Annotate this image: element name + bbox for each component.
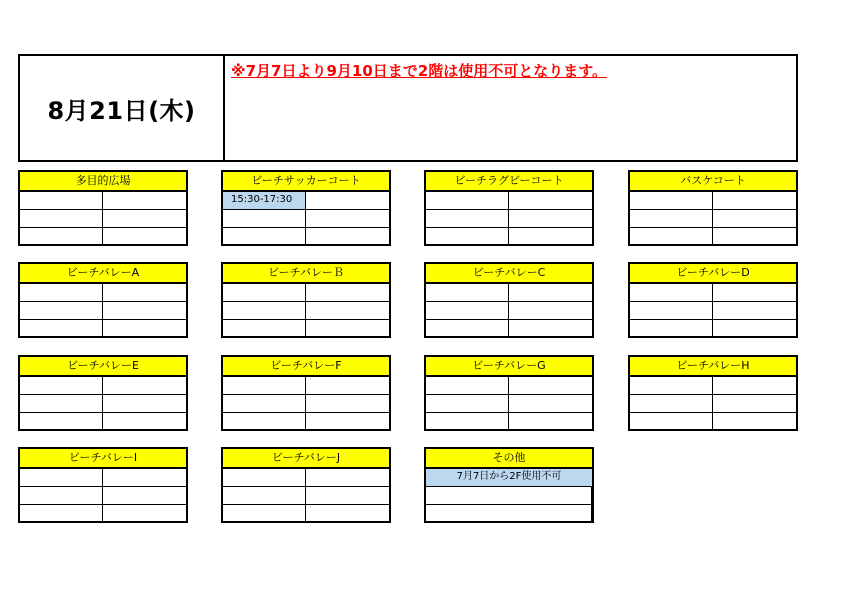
schedule-cell (223, 377, 306, 395)
schedule-cell (103, 320, 186, 338)
booking-time: 15:30-17:30 (223, 192, 306, 210)
schedule-cell (306, 210, 389, 228)
schedule-grid (20, 284, 186, 338)
facility-block-beach-volley-h (628, 355, 798, 431)
header-table (18, 54, 798, 162)
schedule-cell (713, 210, 796, 228)
schedule-cell (103, 228, 186, 246)
schedule-cell (20, 395, 103, 413)
schedule-cell (20, 320, 103, 338)
schedule-cell (509, 377, 592, 395)
facility-title: ビーチバレーH (630, 357, 796, 377)
schedule-cell (103, 487, 186, 505)
schedule-cell (103, 505, 186, 523)
schedule-cell (103, 395, 186, 413)
schedule-cell (426, 377, 509, 395)
schedule-cell (630, 192, 713, 210)
schedule-cell (426, 320, 509, 338)
facility-block-beach-soccer (221, 170, 391, 246)
facility-block-beach-volley-j (221, 447, 391, 523)
facility-block-beach-volley-i (18, 447, 188, 523)
facility-title: バスケコート (630, 172, 796, 192)
schedule-cell (509, 487, 592, 505)
schedule-cell (306, 395, 389, 413)
schedule-cell (103, 192, 186, 210)
schedule-cell (306, 377, 389, 395)
schedule-grid (223, 284, 389, 338)
schedule-cell (223, 413, 306, 431)
schedule-grid (426, 192, 592, 246)
schedule-cell (20, 505, 103, 523)
schedule-grid (20, 192, 186, 246)
facility-title: ビーチバレーG (426, 357, 592, 377)
schedule-cell (103, 210, 186, 228)
schedule-cell (630, 395, 713, 413)
schedule-cell (223, 505, 306, 523)
schedule-cell (426, 395, 509, 413)
facility-title: ビーチバレーJ (223, 449, 389, 469)
schedule-grid (223, 192, 389, 246)
schedule-cell (306, 469, 389, 487)
schedule-cell (509, 395, 592, 413)
schedule-cell (509, 505, 592, 523)
schedule-cell (223, 228, 306, 246)
facility-title: ビーチバレーI (20, 449, 186, 469)
schedule-grid (630, 377, 796, 431)
facility-block-beach-volley-f (221, 355, 391, 431)
facility-block-beach-volley-b (221, 262, 391, 338)
schedule-grid (223, 469, 389, 523)
schedule-cell (103, 413, 186, 431)
schedule-cell (630, 302, 713, 320)
schedule-cell (20, 192, 103, 210)
schedule-cell (426, 413, 509, 431)
schedule-cell (223, 395, 306, 413)
schedule-cell (630, 228, 713, 246)
schedule-cell (426, 302, 509, 320)
schedule-cell (223, 302, 306, 320)
schedule-grid (426, 377, 592, 431)
schedule-cell (630, 210, 713, 228)
schedule-cell (509, 413, 592, 431)
schedule-cell (20, 377, 103, 395)
facility-title: ビーチバレーＢ (223, 264, 389, 284)
schedule-cell (630, 413, 713, 431)
schedule-cell (103, 377, 186, 395)
schedule-cell (713, 413, 796, 431)
facility-block-beach-volley-g (424, 355, 594, 431)
schedule-cell (20, 487, 103, 505)
schedule-cell (426, 228, 509, 246)
schedule-cell (630, 320, 713, 338)
schedule-cell (306, 302, 389, 320)
schedule-grid (630, 284, 796, 338)
schedule-cell (103, 469, 186, 487)
schedule-cell (713, 395, 796, 413)
schedule-cell (103, 284, 186, 302)
facility-title: ビーチバレーD (630, 264, 796, 284)
date-text: 8月21日(木) (47, 96, 196, 125)
date-cell (20, 56, 225, 160)
schedule-grid (426, 284, 592, 338)
schedule-cell (509, 192, 592, 210)
facility-block-beach-volley-a (18, 262, 188, 338)
schedule-cell (306, 192, 389, 210)
facility-title: ビーチバレーA (20, 264, 186, 284)
schedule-cell (20, 302, 103, 320)
schedule-cell (306, 284, 389, 302)
schedule-cell (713, 377, 796, 395)
schedule-cell (630, 377, 713, 395)
schedule-cell (509, 302, 592, 320)
facility-title: その他 (426, 449, 592, 469)
schedule-grid (223, 377, 389, 431)
schedule-cell (509, 210, 592, 228)
facility-title: ビーチラグビーコート (426, 172, 592, 192)
schedule-cell (20, 413, 103, 431)
facility-title: ビーチバレーF (223, 357, 389, 377)
schedule-cell (426, 284, 509, 302)
schedule-grid (630, 192, 796, 246)
schedule-cell (713, 284, 796, 302)
schedule-cell (713, 302, 796, 320)
facility-title: ビーチサッカーコート (223, 172, 389, 192)
schedule-cell (306, 228, 389, 246)
schedule-grid (20, 469, 186, 523)
schedule-cell (306, 413, 389, 431)
schedule-cell (509, 284, 592, 302)
schedule-cell (713, 192, 796, 210)
facility-title: ビーチバレーE (20, 357, 186, 377)
schedule-grid (426, 469, 592, 523)
facility-title: ビーチバレーC (426, 264, 592, 284)
facility-block-multipurpose-plaza (18, 170, 188, 246)
facility-title: 多目的広場 (20, 172, 186, 192)
schedule-cell (306, 505, 389, 523)
schedule-cell (426, 505, 509, 523)
schedule-cell (630, 284, 713, 302)
schedule-cell (223, 487, 306, 505)
facility-block-beach-volley-d (628, 262, 798, 338)
facility-block-basketball (628, 170, 798, 246)
schedule-cell (223, 210, 306, 228)
facility-block-beach-volley-e (18, 355, 188, 431)
schedule-cell (306, 487, 389, 505)
notice-cell (225, 56, 796, 160)
schedule-cell (223, 469, 306, 487)
facility-block-other (424, 447, 594, 523)
schedule-cell (426, 210, 509, 228)
schedule-cell (713, 228, 796, 246)
schedule-grid (20, 377, 186, 431)
schedule-cell (223, 284, 306, 302)
facility-block-beach-volley-c (424, 262, 594, 338)
schedule-cell (426, 487, 509, 505)
other-note: 7月7日から2F使用不可 (426, 469, 592, 487)
schedule-cell (509, 320, 592, 338)
schedule-cell (509, 228, 592, 246)
schedule-cell (223, 320, 306, 338)
schedule-cell (20, 284, 103, 302)
schedule-cell (20, 469, 103, 487)
schedule-cell (713, 320, 796, 338)
schedule-cell (20, 228, 103, 246)
schedule-cell (103, 302, 186, 320)
closure-notice: ※7月7日より9月10日まで2階は使用不可となります。 (231, 62, 608, 80)
schedule-cell (20, 210, 103, 228)
schedule-cell (306, 320, 389, 338)
facility-block-beach-rugby (424, 170, 594, 246)
schedule-cell (426, 192, 509, 210)
